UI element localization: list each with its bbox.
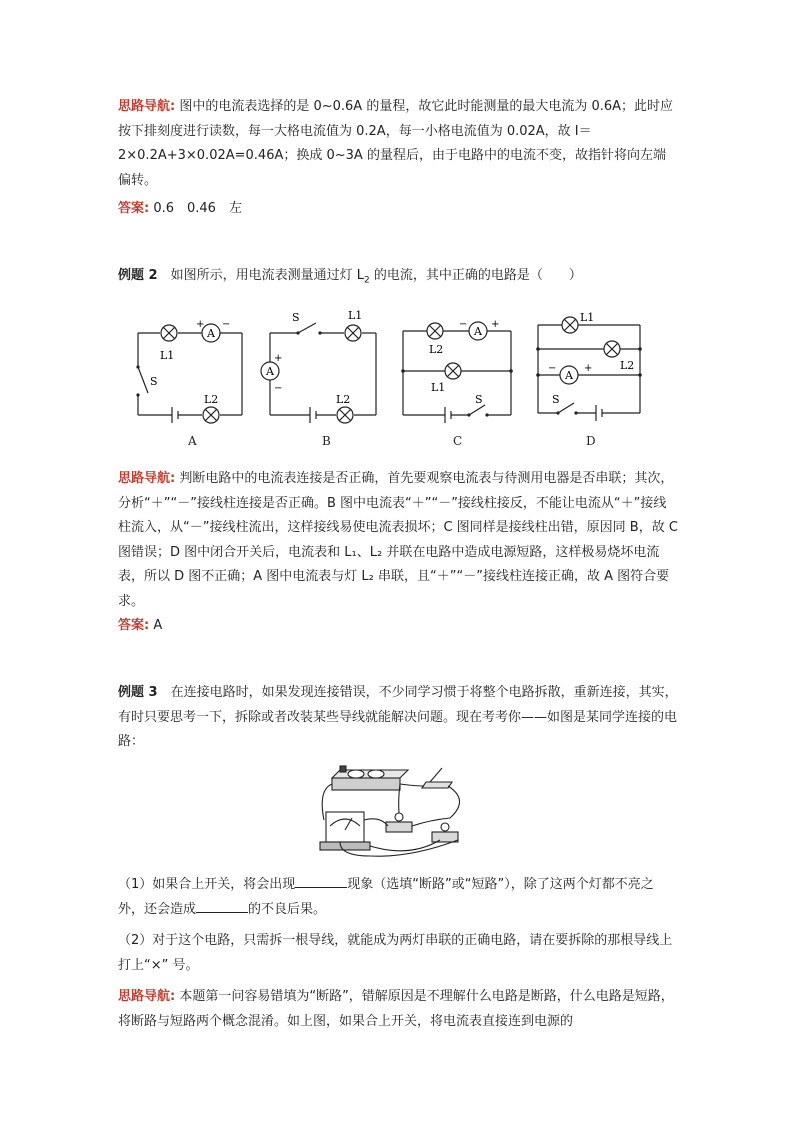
lamp-l1-label: L1 xyxy=(160,349,175,362)
minus-b: − xyxy=(274,383,283,394)
example3-q2 xyxy=(118,929,678,978)
answer-blank-1[interactable] xyxy=(295,873,347,888)
plus-b: + xyxy=(274,353,283,364)
q2-text: （2）对于这个电路，只需拆一根导线，就能成为两灯串联的正确电路，请在要拆除的那根导线上打上“×” 号。 xyxy=(118,933,673,973)
analysis-paragraph-1 xyxy=(118,95,678,193)
example2-text-before: 如图所示，用电流表测量通过灯 L xyxy=(157,268,364,283)
analysis-text: 本题第一问容易错填为“断路”，错解原因是不理解什么电路是断路，什么电路是短路，将断路与短路两个概念混淆。如上图，如果合上开关，将电流表直接连到电源的 xyxy=(118,989,674,1029)
example3-text: 在连接电路时，如果发现连接错误，不少同学习惯于将整个电路拆散，重新连接，其实，有时只要思考一下，拆除或者改装某些导线就能解决问题。现在考考你——如图是某同学连接的电路： xyxy=(118,685,678,749)
example2-text-after: 的电流，其中正确的电路是（ ） xyxy=(369,268,582,283)
meter-a-label: A xyxy=(474,325,482,338)
lamp-l1-label: L1 xyxy=(431,381,446,394)
circuit-caption: D xyxy=(586,434,596,448)
answer-label: 答案: xyxy=(118,201,150,216)
q1-text-c: 的不良后果。 xyxy=(248,901,327,917)
answer-text: A xyxy=(149,618,163,633)
lamp-l2-label: L2 xyxy=(204,393,219,406)
plus-d: + xyxy=(584,363,593,374)
minus-d: − xyxy=(548,363,557,374)
minus-a: − xyxy=(222,319,231,330)
circuit-c-diagram xyxy=(395,305,520,455)
example3-label: 例题 3 xyxy=(118,685,158,700)
meter-a-label: A xyxy=(207,327,215,340)
meter-a-label: A xyxy=(266,365,274,378)
circuit-d xyxy=(530,305,655,455)
analysis-paragraph-3 xyxy=(118,985,678,1034)
plus-c: + xyxy=(491,319,500,330)
answer-paragraph-2 xyxy=(118,614,678,639)
lamp-l1-label: L1 xyxy=(580,311,595,324)
plus-a: + xyxy=(196,319,205,330)
example3-question xyxy=(118,681,678,755)
circuit-b-diagram xyxy=(258,305,383,455)
analysis-paragraph-2 xyxy=(118,467,678,614)
q1-text-a: （1）如果合上开关，将会出现 xyxy=(118,877,296,892)
q1-text-b: 现象（选填“断路”或“短路”），除了这两个灯都不亮之外，还会造成 xyxy=(118,877,654,917)
switch-label: S xyxy=(475,393,483,406)
circuit-caption: C xyxy=(453,434,463,448)
answer-text: 0.6 0.46 左 xyxy=(149,201,242,216)
analysis-label: 思路导航: xyxy=(118,471,176,486)
example2-label: 例题 2 xyxy=(118,268,158,283)
lamp-l1-label: L1 xyxy=(348,309,363,322)
circuit-a-diagram xyxy=(130,305,250,455)
example2-question xyxy=(118,264,678,293)
circuit-d-diagram xyxy=(530,305,655,455)
circuit-caption: B xyxy=(322,434,331,448)
analysis-label: 思路导航: xyxy=(118,989,176,1004)
analysis-label: 思路导航: xyxy=(118,99,176,114)
meter-a-label: A xyxy=(565,369,573,382)
circuit-c xyxy=(395,305,520,455)
physical-circuit-figure xyxy=(300,760,490,860)
circuit-a xyxy=(130,305,250,455)
lamp-l2-label: L2 xyxy=(336,393,351,406)
switch-label: S xyxy=(292,311,300,324)
switch-label: S xyxy=(552,393,560,406)
example3-q1 xyxy=(118,873,678,922)
lamp-l2-label: L2 xyxy=(620,359,635,372)
physical-circuit-drawing xyxy=(300,760,490,860)
answer-label: 答案: xyxy=(118,618,150,633)
answer-paragraph-1 xyxy=(118,197,678,222)
lamp-l2-label: L2 xyxy=(429,343,444,356)
analysis-text: 图中的电流表选择的是 0~0.6A 的量程，故它此时能测量的最大电流为 0.6A；此时应按下排刻度进行读数，每一大格电流值为 0.2A，每一小格电流值为 0.02A，故 I＝2×0.2A+3×0.02A=0.46A；换成 0~3A 的量程后，由于电路中的电流不变，故指针将向左端偏转。 xyxy=(118,99,674,188)
analysis-text: 判断电路中的电流表连接是否正确，首先要观察电流表与待测用电器是否串联；其次，分析“＋”“－”接线柱连接是否正确。B 图中电流表“＋”“－”接线柱接反，不能让电流从“＋”接线柱流入，从“－”接线柱流出，这样接线易使电流表损坏；C 图同样是接线柱出错，原因同 B，故 C 图错误；D 图中闭合开关后，电流表和 L₁、L₂ 并联在电路中造成电源短路，这样极易烧坏电流表，所以 D 图不正确；A 图中电流表与灯 L₂ 串联，且“＋”“－”接线柱连接正确，故 A 图符合要求。 xyxy=(118,471,678,609)
minus-c: − xyxy=(459,319,468,330)
example2-sub: 2 xyxy=(363,275,370,286)
circuit-caption: A xyxy=(188,434,197,448)
switch-label: S xyxy=(150,375,158,388)
circuit-b xyxy=(258,305,383,455)
answer-blank-2[interactable] xyxy=(196,898,248,913)
